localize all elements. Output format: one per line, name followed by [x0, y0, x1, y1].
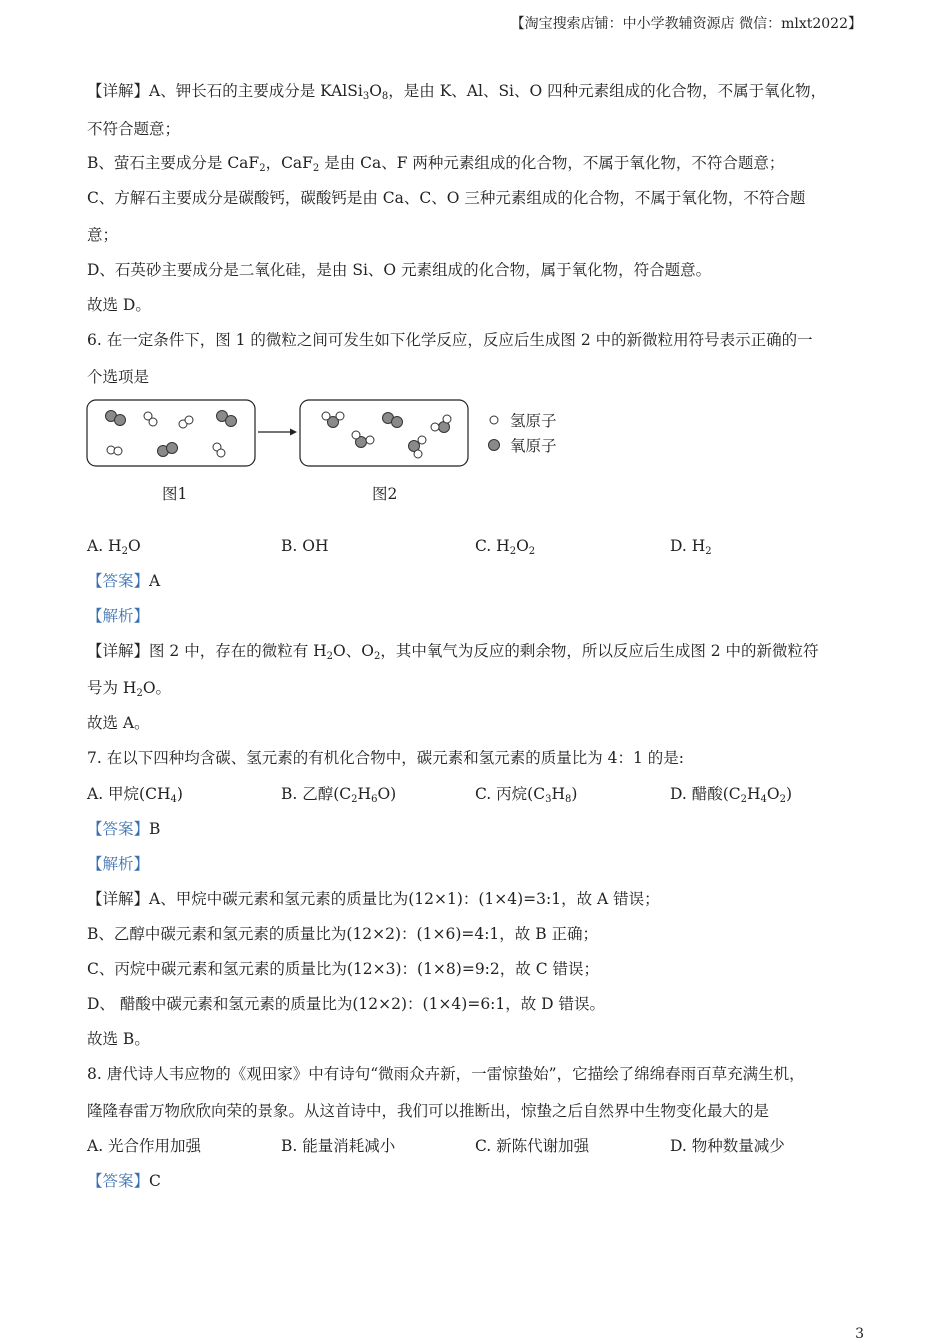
text: O: [369, 82, 382, 100]
text: 【详解】图 2 中，存在的微粒有 H: [87, 642, 327, 660]
q6-analysis-tag: 【解析】: [87, 607, 150, 625]
subscript: 2: [351, 794, 358, 805]
subscript: 2: [779, 794, 787, 805]
q7-analysis-tag: 【解析】: [87, 855, 150, 873]
figure2-box: [300, 400, 468, 466]
page-header: 【淘宝搜索店铺：中小学教辅资源店 微信：mlxt2022】: [510, 16, 862, 32]
o2-molecule: [383, 413, 403, 428]
reaction-arrow: [258, 429, 297, 436]
text: C. H: [475, 537, 510, 555]
q7-option-b: [281, 783, 396, 805]
h2-molecule: [213, 443, 225, 457]
text: C. 丙烷(C: [475, 785, 546, 803]
q7-option-a: [87, 783, 183, 805]
subscript: 3: [362, 91, 370, 102]
answer-tag: 【答案】: [87, 1172, 150, 1190]
subscript: 2: [326, 651, 334, 662]
h2-molecule: [179, 416, 193, 428]
text: B. 乙醇(C: [281, 785, 352, 803]
text: 号为 H: [87, 679, 137, 697]
q6-detail-line2: [87, 677, 171, 699]
o2-molecule: [217, 411, 237, 427]
text: H: [747, 785, 761, 803]
figure1-caption: 图1: [162, 485, 188, 503]
answer-tag: 【答案】: [87, 572, 150, 590]
o2-molecule: [158, 443, 178, 457]
subscript: 2: [373, 651, 381, 662]
subscript: 2: [509, 546, 517, 557]
q5-detail-c-line2: 意；: [87, 226, 119, 244]
subscript: 2: [705, 546, 712, 557]
q6-conclusion: 故选 A。: [87, 714, 150, 732]
h2o-molecule: [431, 415, 451, 433]
answer-value: A: [149, 572, 161, 590]
q8-option-a: A. 光合作用加强: [87, 1137, 202, 1155]
q8-stem-line2: 隆隆春雷万物欣欣向荣的景象。从这首诗中，我们可以推断出，惊蛰之后自然界中生物变化最大的是: [87, 1102, 770, 1120]
text: ): [571, 785, 578, 803]
subscript: 2: [740, 794, 748, 805]
oxygen-legend-icon: [489, 440, 500, 451]
q6-option-a: [87, 535, 141, 557]
text: O。: [142, 679, 172, 697]
q5-detail-b: [87, 152, 784, 174]
q6-option-b: B. OH: [281, 537, 329, 555]
q8-stem-line1: 8. 唐代诗人韦应物的《观田家》中有诗句“微雨众卉新，一雷惊蛰始”，它描绘了绵绵春雨百草充满生机，: [87, 1065, 805, 1083]
q6-particle-figure: [86, 398, 586, 470]
q7-option-c: [475, 783, 577, 805]
q5-detail-a-line2: 不符合题意；: [87, 120, 181, 138]
answer-value: C: [149, 1172, 161, 1190]
q7-conclusion: 故选 B。: [87, 1030, 150, 1048]
text: ): [786, 785, 793, 803]
subscript: 6: [371, 794, 378, 805]
subscript: 2: [136, 688, 143, 699]
h2-molecule: [144, 412, 157, 426]
legend-hydrogen-label: 氢原子: [510, 412, 557, 430]
h2-molecule: [107, 446, 122, 455]
text: O): [377, 785, 397, 803]
subscript: 4: [170, 794, 177, 805]
text: ，其中氧气为反应的剩余物，所以反应后生成图 2 中的新微粒符: [380, 642, 819, 660]
text: H: [551, 785, 565, 803]
q6-stem-line2: 个选项是: [87, 368, 150, 386]
text: A. 甲烷(CH: [87, 785, 171, 803]
answer-value: B: [149, 820, 161, 838]
subscript: 8: [381, 91, 389, 102]
q5-detail-c-line1: C、方解石主要成分是碳酸钙，碳酸钙是由 Ca、C、O 三种元素组成的化合物，不属于氧化物，不符合题: [87, 189, 806, 207]
subscript: 2: [312, 163, 320, 174]
text: ，是由 K、Al、Si、O 四种元素组成的化合物，不属于氧化物，: [388, 82, 827, 100]
o2-molecule: [106, 411, 126, 426]
q7-detail-d: D、 醋酸中碳元素和氢元素的质量比为(12×2)：(1×4)=6:1，故 D 错误。: [87, 995, 606, 1013]
text: ): [176, 785, 183, 803]
subscript: 2: [259, 163, 266, 174]
text: O: [516, 537, 529, 555]
q7-detail-c: C、丙烷中碳元素和氢元素的质量比为(12×3)：(1×8)=9:2，故 C 错误；: [87, 960, 599, 978]
q6-option-c: [475, 535, 535, 557]
text: A. H: [87, 537, 122, 555]
subscript: 3: [545, 794, 552, 805]
q7-detail-a: 【详解】A、甲烷中碳元素和氢元素的质量比为(12×1)：(1×4)=3:1，故 A 错误；: [87, 890, 660, 908]
q7-detail-b: B、乙醇中碳元素和氢元素的质量比为(12×2)：(1×6)=4:1，故 B 正确；: [87, 925, 599, 943]
text: O: [766, 785, 780, 803]
q7-answer: [87, 818, 160, 840]
legend-oxygen-label: 氧原子: [510, 437, 557, 455]
q5-detail-d: D、石英砂主要成分是二氧化硅，是由 Si、O 元素组成的化合物，属于氧化物，符合题意。: [87, 261, 712, 279]
text: 【详解】A、钾长石的主要成分是 KAlSi: [87, 82, 363, 100]
subscript: 8: [564, 794, 572, 805]
text: D. H: [670, 537, 706, 555]
q6-answer: [87, 570, 160, 592]
q5-conclusion: 故选 D。: [87, 296, 151, 314]
subscript: 2: [528, 546, 536, 557]
q8-option-d: D. 物种数量减少: [670, 1137, 785, 1155]
subscript: 2: [121, 546, 128, 557]
figure2-caption: 图2: [372, 485, 398, 503]
text: ，CaF: [265, 154, 313, 172]
q8-option-c: C. 新陈代谢加强: [475, 1137, 590, 1155]
h2o-molecule: [409, 436, 427, 458]
q7-stem: 7. 在以下四种均含碳、氢元素的有机化合物中，碳元素和氢元素的质量比为 4：1 的是:: [87, 749, 685, 767]
q6-option-d: [670, 535, 712, 557]
text: B、萤石主要成分是 CaF: [87, 154, 260, 172]
answer-tag: 【答案】: [87, 820, 150, 838]
q7-option-d: [670, 783, 792, 805]
h2o-molecule: [322, 412, 344, 428]
page-number: 3: [855, 1326, 864, 1342]
text: 是由 Ca、F 两种元素组成的化合物，不属于氧化物，不符合题意；: [319, 154, 785, 172]
q6-stem-line1: 6. 在一定条件下，图 1 的微粒之间可发生如下化学反应，反应后生成图 2 中的新微粒用符号表示正确的一: [87, 331, 813, 349]
h2o-molecule: [352, 431, 374, 448]
text: H: [357, 785, 372, 803]
q8-answer: [87, 1170, 161, 1192]
text: O: [127, 537, 141, 555]
q8-option-b: B. 能量消耗减小: [281, 1137, 396, 1155]
q5-detail-a-line1: [87, 80, 826, 102]
subscript: 4: [760, 794, 767, 805]
text: O、O: [333, 642, 374, 660]
hydrogen-legend-icon: [490, 416, 498, 424]
figure1-box: [87, 400, 255, 466]
text: D. 醋酸(C: [670, 785, 741, 803]
q6-detail-line1: [87, 640, 819, 662]
